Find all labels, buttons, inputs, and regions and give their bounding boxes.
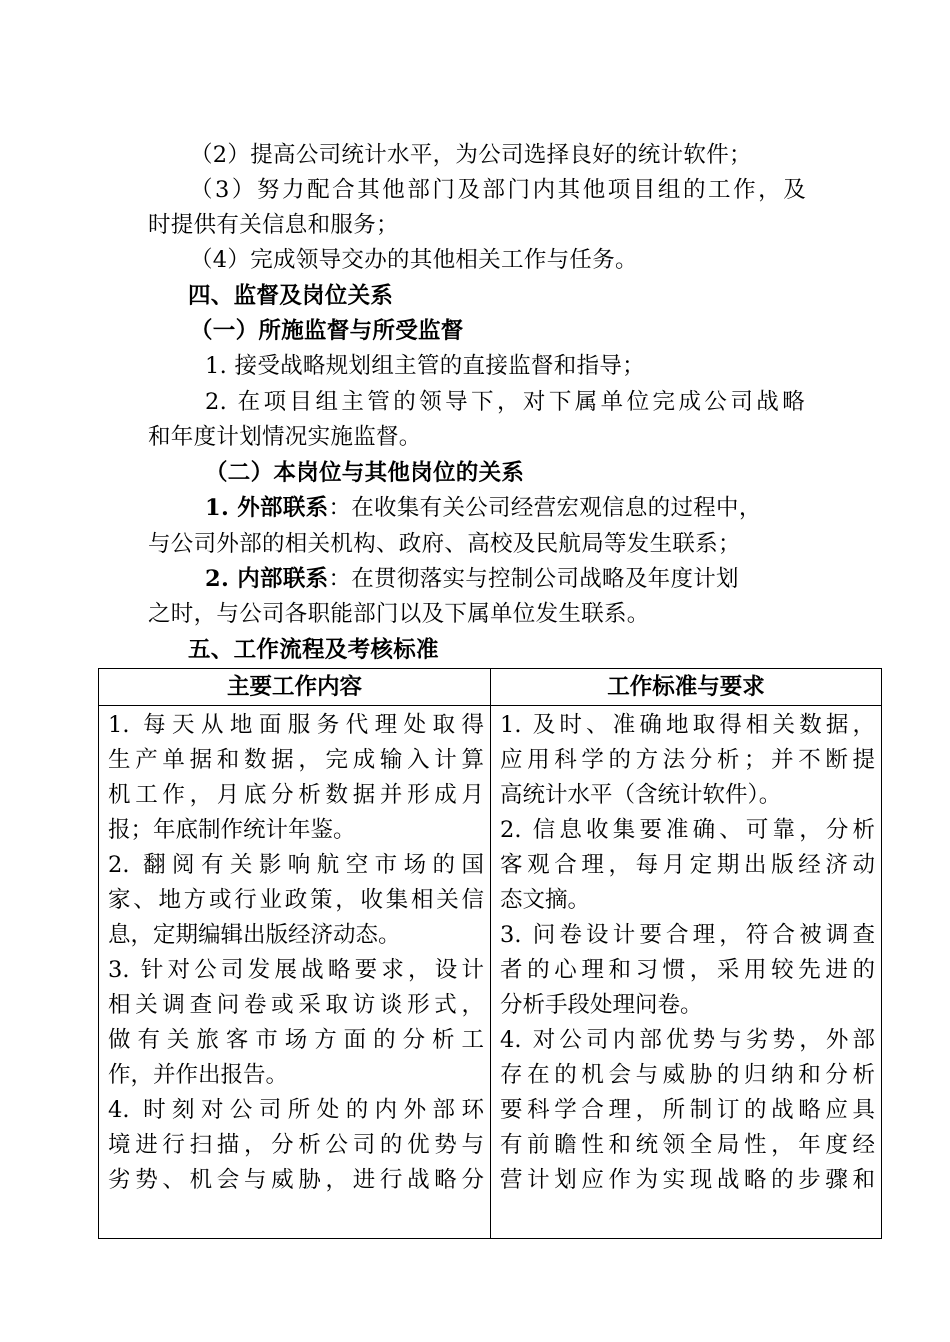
main-work-line: 1. 每天从地面服务代理处取得 <box>108 712 484 738</box>
standards-line: 4. 对公司内部优势与劣势，外部 <box>500 1027 875 1053</box>
main-work-line: 作，并作出报告。 <box>108 1062 289 1088</box>
standards-line: 客观合理，每月定期出版经济动 <box>500 852 875 878</box>
table-cell-main-work <box>99 706 491 1239</box>
table-header-row <box>99 669 882 706</box>
workflow-standards-table <box>98 668 882 1239</box>
paragraph-item-4: （4）完成领导交办的其他相关工作与任务。 <box>190 247 638 273</box>
standards-line: 要科学合理，所制订的战略应具 <box>500 1097 875 1123</box>
paragraph-item-2: （2）提高公司统计水平，为公司选择良好的统计软件； <box>190 142 752 168</box>
standards-line: 营计划应作为实现战略的步骤和 <box>500 1167 875 1193</box>
standards-line: 3. 问卷设计要合理，符合被调查 <box>500 922 875 948</box>
subsection-1-item-1: 1. 接受战略规划组主管的直接监督和指导； <box>205 353 645 379</box>
main-work-line: 报；年底制作统计年鉴。 <box>108 817 356 843</box>
standards-line: 分析手段处理问卷。 <box>500 992 703 1018</box>
main-work-line: 做有关旅客市场方面的分析工 <box>108 1027 484 1053</box>
paragraph-item-3-line1: （3）努力配合其他部门及部门内其他项目组的工作，及 <box>190 177 806 203</box>
standards-content <box>491 706 881 1198</box>
external-relation-line1 <box>205 491 762 525</box>
main-work-content <box>99 706 490 1198</box>
internal-relation-text: ：在贯彻落实与控制公司战略及年度计划 <box>328 566 739 592</box>
main-work-line: 4. 时刻对公司所处的内外部环 <box>108 1097 484 1123</box>
table-header-standards: 工作标准与要求 <box>491 669 882 706</box>
subsection-1-item-2-line2: 和年度计划情况实施监督。 <box>148 424 422 450</box>
subsection-1-item-2-line1: 2. 在项目组主管的领导下，对下属单位完成公司战略 <box>205 389 805 415</box>
table-cell-standards <box>491 706 882 1239</box>
main-work-line: 3. 针对公司发展战略要求，设计 <box>108 957 484 983</box>
table-row <box>99 706 882 1239</box>
main-work-line: 生产单据和数据，完成输入计算 <box>108 747 484 773</box>
subsection-2-title: （二）本岗位与其他岗位的关系 <box>205 460 525 486</box>
standards-line: 者的心理和习惯，采用较先进的 <box>500 957 875 983</box>
main-work-line: 劣势、机会与威胁，进行战略分 <box>108 1167 484 1193</box>
paragraph-item-3-line2: 时提供有关信息和服务； <box>148 212 399 238</box>
external-relation-label: 1. 外部联系 <box>205 495 329 521</box>
main-work-line: 2. 翻阅有关影响航空市场的国 <box>108 852 484 878</box>
internal-relation-label: 2. 内部联系 <box>205 566 329 592</box>
main-work-line: 机工作，月底分析数据并形成月 <box>108 782 484 808</box>
standards-line: 应用科学的方法分析；并不断提 <box>500 747 875 773</box>
table-header-main-work: 主要工作内容 <box>99 669 491 706</box>
section-4-title: 四、监督及岗位关系 <box>188 283 394 309</box>
section-5-title: 五、工作流程及考核标准 <box>188 637 439 663</box>
standards-line: 有前瞻性和统领全局性，年度经 <box>500 1132 875 1158</box>
main-work-line: 息，定期编辑出版经济动态。 <box>108 922 401 948</box>
subsection-1-title: （一）所施监督与所受监督 <box>190 318 464 344</box>
main-work-line: 境进行扫描，分析公司的优势与 <box>108 1132 484 1158</box>
standards-line: 1. 及时、准确地取得相关数据， <box>500 712 875 738</box>
main-work-line: 家、地方或行业政策，收集相关信 <box>108 887 484 913</box>
external-relation-text: ：在收集有关公司经营宏观信息的过程中， <box>328 495 762 521</box>
internal-relation-line1 <box>205 562 739 596</box>
standards-line: 高统计水平（含统计软件）。 <box>500 782 782 808</box>
main-work-line: 相关调查问卷或采取访谈形式， <box>108 992 484 1018</box>
standards-line: 存在的机会与威胁的归纳和分析 <box>500 1062 875 1088</box>
standards-line: 态文摘。 <box>500 887 591 913</box>
external-relation-line2: 与公司外部的相关机构、政府、高校及民航局等发生联系； <box>148 531 741 557</box>
standards-line: 2. 信息收集要准确、可靠，分析 <box>500 817 875 843</box>
internal-relation-line2: 之时，与公司各职能部门以及下属单位发生联系。 <box>148 601 650 627</box>
